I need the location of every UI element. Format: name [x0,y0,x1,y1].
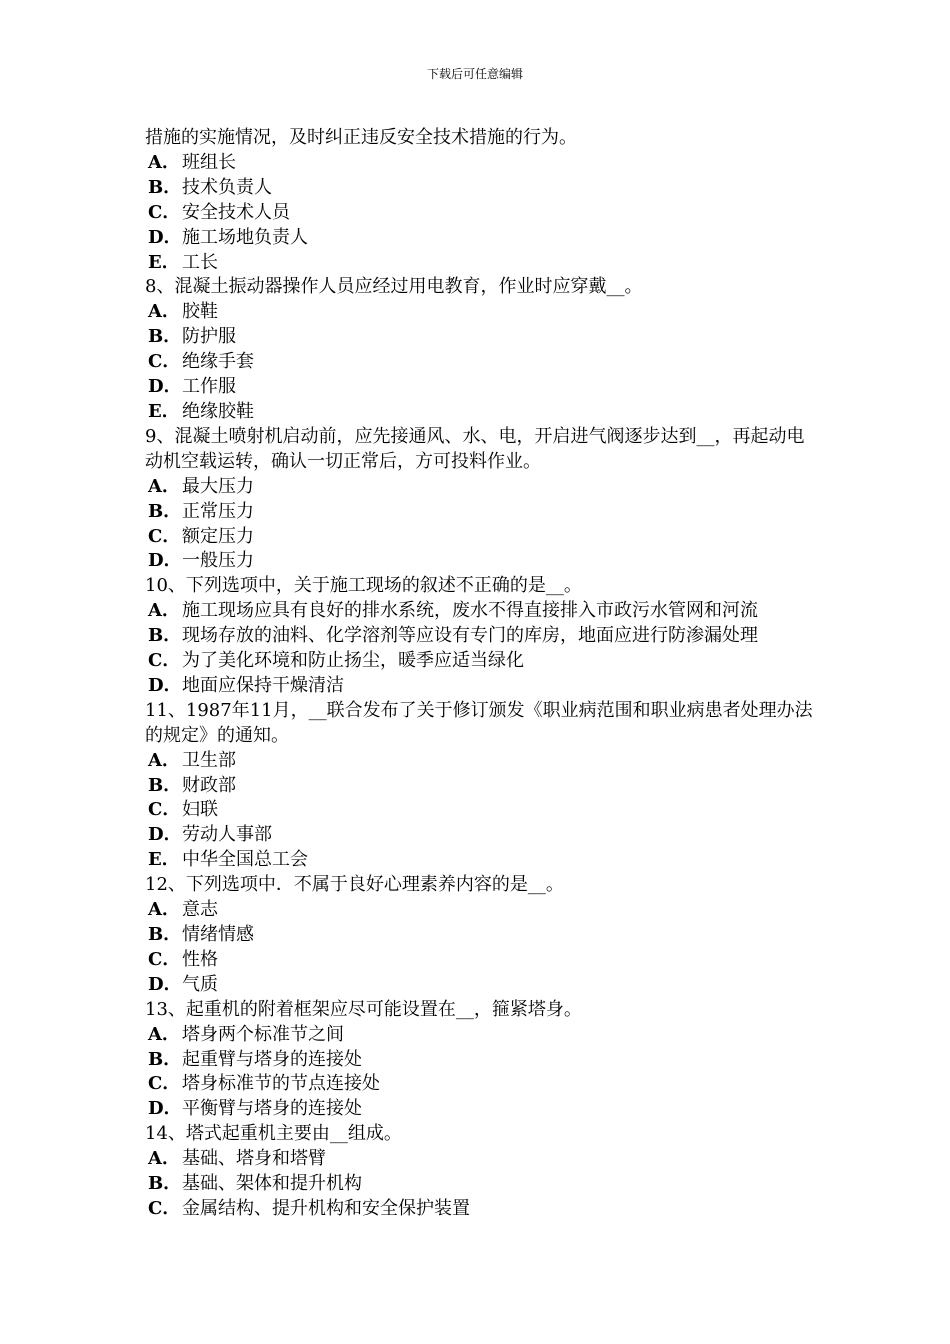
option-text: 班组长 [182,151,236,173]
option-letter: C． [148,799,181,821]
option-letter: E． [148,849,180,871]
option-item [145,798,820,823]
option-letter: B． [148,1048,182,1070]
option-letter: A． [148,899,180,921]
option-item [145,300,820,325]
option-item [145,525,820,550]
option-letter: D． [148,226,182,248]
option-item [145,898,820,923]
option-letter: C． [148,1073,181,1095]
option-item [145,226,820,251]
option-item [145,375,820,400]
option-item [145,549,820,574]
option-text: 额定压力 [182,525,254,547]
option-letter: B． [148,326,182,348]
option-item [145,475,820,500]
question-text: 12、下列选项中．不属于良好心理素养内容的是__。 [145,874,564,896]
option-text: 一般压力 [182,550,254,572]
option-text: 现场存放的油料、化学溶剂等应设有专门的库房，地面应进行防渗漏处理 [182,625,758,647]
option-letter: B． [148,1173,182,1195]
option-text: 地面应保持干燥清洁 [182,674,344,696]
option-text: 施工现场应具有良好的排水系统，废水不得直接排入市政污水管网和河流 [182,600,758,622]
option-text: 卫生部 [182,749,236,771]
option-letter: C． [148,351,181,373]
option-text: 情绪情感 [182,924,254,945]
option-letter: C． [148,650,181,672]
option-letter: C． [148,948,181,970]
option-letter: B． [148,176,182,198]
option-item [145,400,820,425]
option-text: 防护服 [182,326,236,348]
option-item [145,350,820,375]
option-item [145,948,820,973]
option-text: 中华全国总工会 [182,849,308,871]
option-letter: C． [148,201,181,223]
option-text: 金属结构、提升机构和安全保护装置 [182,1197,470,1219]
option-text: 基础、架体和提升机构 [182,1173,362,1195]
option-text: 技术负责人 [182,176,272,198]
option-item [145,624,820,649]
option-letter: A． [148,600,180,622]
option-letter: C． [148,1197,181,1219]
option-item [145,599,820,624]
option-letter: B． [148,924,182,945]
option-item [145,1072,820,1097]
option-letter: D． [148,824,182,846]
option-item [145,1048,820,1073]
option-text: 性格 [182,948,218,970]
option-letter: A． [148,1148,180,1170]
option-letter: D． [148,1098,182,1120]
option-text: 气质 [182,973,218,995]
option-item [145,848,820,873]
option-letter: B． [148,625,182,647]
option-text: 正常压力 [182,500,254,522]
option-text: 绝缘手套 [182,351,254,373]
option-item [145,674,820,699]
page-header: 下载后可任意编辑 [426,67,523,81]
question-text: 11、1987年11月，__联合发布了关于修订颁发《职业病范围和职业病患者处理办法的规定》的通知。 [145,699,813,746]
option-letter: A． [148,301,180,323]
option-text: 绝缘胶鞋 [182,400,254,422]
option-text: 为了美化环境和防止扬尘，暖季应适当绿化 [182,650,524,672]
option-letter: D． [148,376,182,398]
option-letter: E． [148,400,180,422]
option-item [145,1197,820,1222]
option-item [145,649,820,674]
option-item [145,973,820,998]
option-item [145,500,820,525]
option-item [145,251,820,276]
question-text: 措施的实施情况，及时纠正违反安全技术措施的行为。 [145,127,577,148]
question-text: 8、混凝土振动器操作人员应经过用电教育，作业时应穿戴__。 [145,276,643,298]
option-item [145,923,820,948]
option-item [145,176,820,201]
option-item [145,201,820,226]
option-letter: A． [148,475,180,497]
option-text: 起重臂与塔身的连接处 [182,1048,362,1070]
option-item [145,774,820,799]
option-letter: A． [148,1023,180,1045]
option-letter: D． [148,674,182,696]
option-letter: B． [148,500,182,522]
option-text: 最大压力 [182,475,254,497]
option-text: 施工场地负责人 [182,226,308,248]
question-text: 14、塔式起重机主要由__组成。 [145,1123,402,1145]
option-text: 劳动人事部 [182,824,272,846]
option-text: 妇联 [182,799,218,821]
option-letter: A． [148,151,180,173]
option-item [145,749,820,774]
question-list [145,126,820,1222]
option-letter: E． [148,251,180,273]
option-text: 平衡臂与塔身的连接处 [182,1098,362,1120]
option-item [145,1172,820,1197]
option-letter: B． [148,774,182,796]
option-text: 基础、塔身和塔臂 [182,1148,326,1170]
option-letter: A． [148,749,180,771]
option-text: 工作服 [182,376,236,398]
option-item [145,1023,820,1048]
option-item [145,1097,820,1122]
question-text: 13、起重机的附着框架应尽可能设置在__，箍紧塔身。 [145,998,582,1020]
option-item [145,151,820,176]
option-text: 塔身标准节的节点连接处 [182,1073,380,1095]
option-letter: D． [148,550,182,572]
option-item [145,1147,820,1172]
question-text: 9、混凝土喷射机启动前，应先接通风、水、电，开启进气阀逐步达到__，再起动电动机空载运转，确认一切正常后，方可投料作业。 [145,425,805,472]
option-text: 塔身两个标准节之间 [182,1023,344,1045]
option-text: 财政部 [182,774,236,796]
option-item [145,823,820,848]
question-text: 10、下列选项中，关于施工现场的叙述不正确的是__。 [145,575,582,597]
option-text: 意志 [182,899,218,921]
option-text: 安全技术人员 [182,201,290,223]
option-letter: D． [148,973,182,995]
option-item [145,325,820,350]
option-text: 胶鞋 [182,301,218,323]
option-text: 工长 [182,251,218,273]
option-letter: C． [148,525,181,547]
